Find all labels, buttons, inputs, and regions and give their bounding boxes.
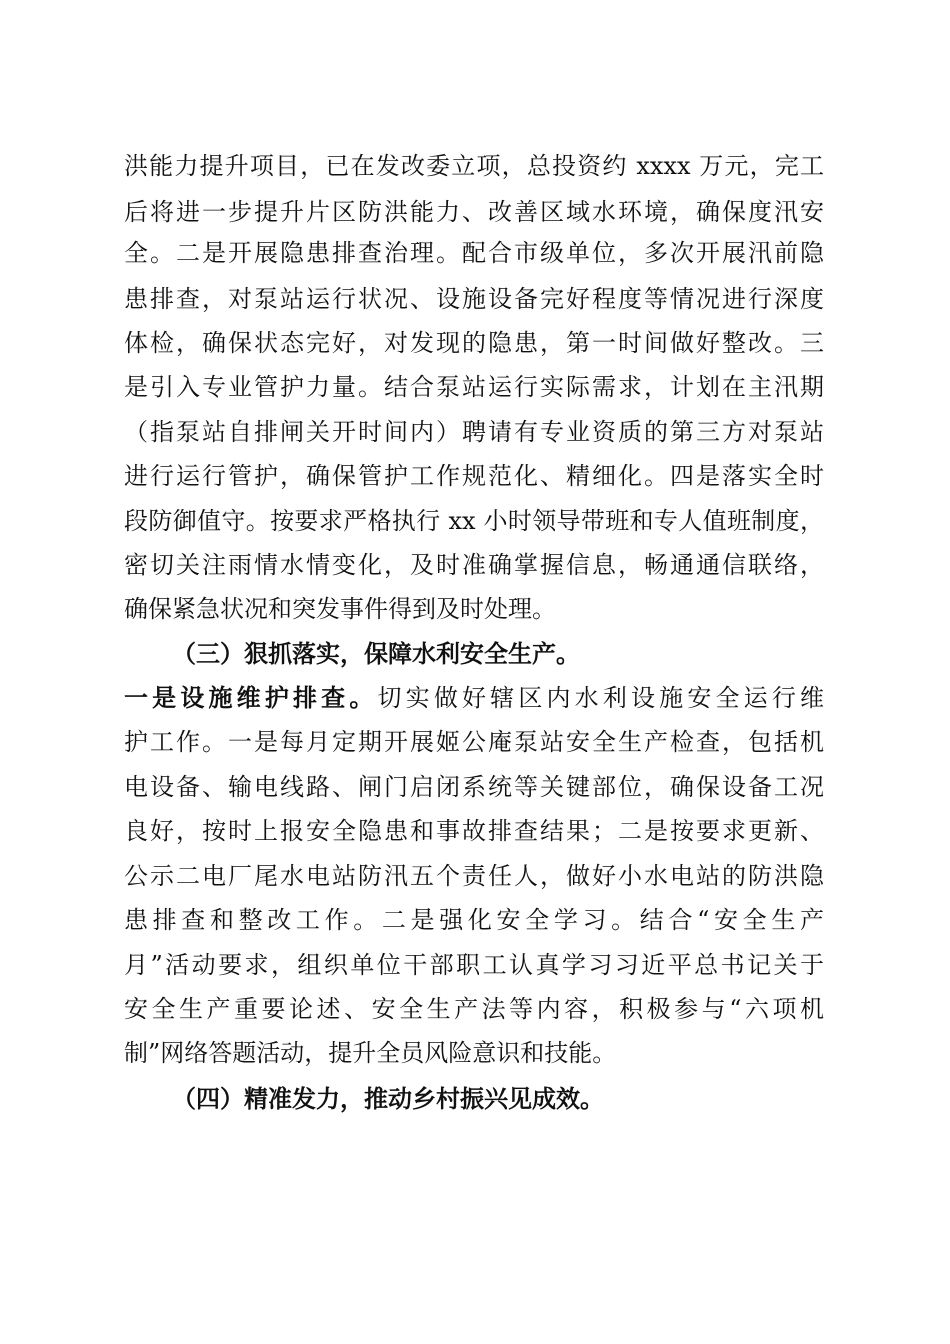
paragraph-line: 护工作。一是每月定期开展姬公庵泵站安全生产检查，包括机 <box>124 728 824 756</box>
paragraph-lead-rest: 切实做好辖区内水利设施安全运行维 <box>377 684 824 712</box>
paragraph-line: （指泵站自排闸关开时间内）聘请有专业资质的第三方对泵站 <box>124 418 824 446</box>
paragraph-line <box>124 678 824 718</box>
paragraph-line: 良好，按时上报安全隐患和事故排查结果；二是按要求更新、 <box>124 817 824 845</box>
paragraph-line: 是引入专业管护力量。结合泵站运行实际需求，计划在主汛期 <box>124 373 824 401</box>
paragraph-line: 段防御值守。按要求严格执行 xx 小时领导带班和专人值班制度， <box>124 507 824 535</box>
paragraph-line: 电设备、输电线路、闸门启闭系统等关键部位，确保设备工况 <box>124 773 824 801</box>
paragraph-line: 患排查和整改工作。二是强化安全学习。结合“安全生产 <box>124 906 824 934</box>
paragraph-line: 月”活动要求，组织单位干部职工认真学习习近平总书记关于 <box>124 951 824 979</box>
paragraph-line: 体检，确保状态完好，对发现的隐患，第一时间做好整改。三 <box>124 329 824 357</box>
paragraph-line: 洪能力提升项目，已在发改委立项，总投资约 xxxx 万元，完工 <box>124 152 824 180</box>
paragraph-lead: 一是设施维护排查。 <box>124 684 378 712</box>
section-heading-3: （三）狠抓落实，保障水利安全生产。 <box>172 640 580 668</box>
paragraph-line: 患排查，对泵站运行状况、设施设备完好程度等情况进行深度 <box>124 285 824 313</box>
paragraph-line: 全。二是开展隐患排查治理。配合市级单位，多次开展汛前隐 <box>124 239 824 267</box>
paragraph-line: 安全生产重要论述、安全生产法等内容，积极参与“六项机 <box>124 995 824 1023</box>
paragraph-line: 公示二电厂尾水电站防汛五个责任人，做好小水电站的防洪隐 <box>124 862 824 890</box>
paragraph-line: 制”网络答题活动，提升全员风险意识和技能。 <box>124 1039 617 1067</box>
paragraph-line: 密切关注雨情水情变化，及时准确掌握信息，畅通通信联络， <box>124 551 824 579</box>
paragraph-line: 确保紧急状况和突发事件得到及时处理。 <box>124 595 556 623</box>
paragraph-line: 后将进一步提升片区防洪能力、改善区域水环境，确保度汛安 <box>124 198 824 226</box>
paragraph-line: 进行运行管护，确保管护工作规范化、精细化。四是落实全时 <box>124 462 824 490</box>
section-heading-4: （四）精准发力，推动乡村振兴见成效。 <box>172 1085 604 1113</box>
